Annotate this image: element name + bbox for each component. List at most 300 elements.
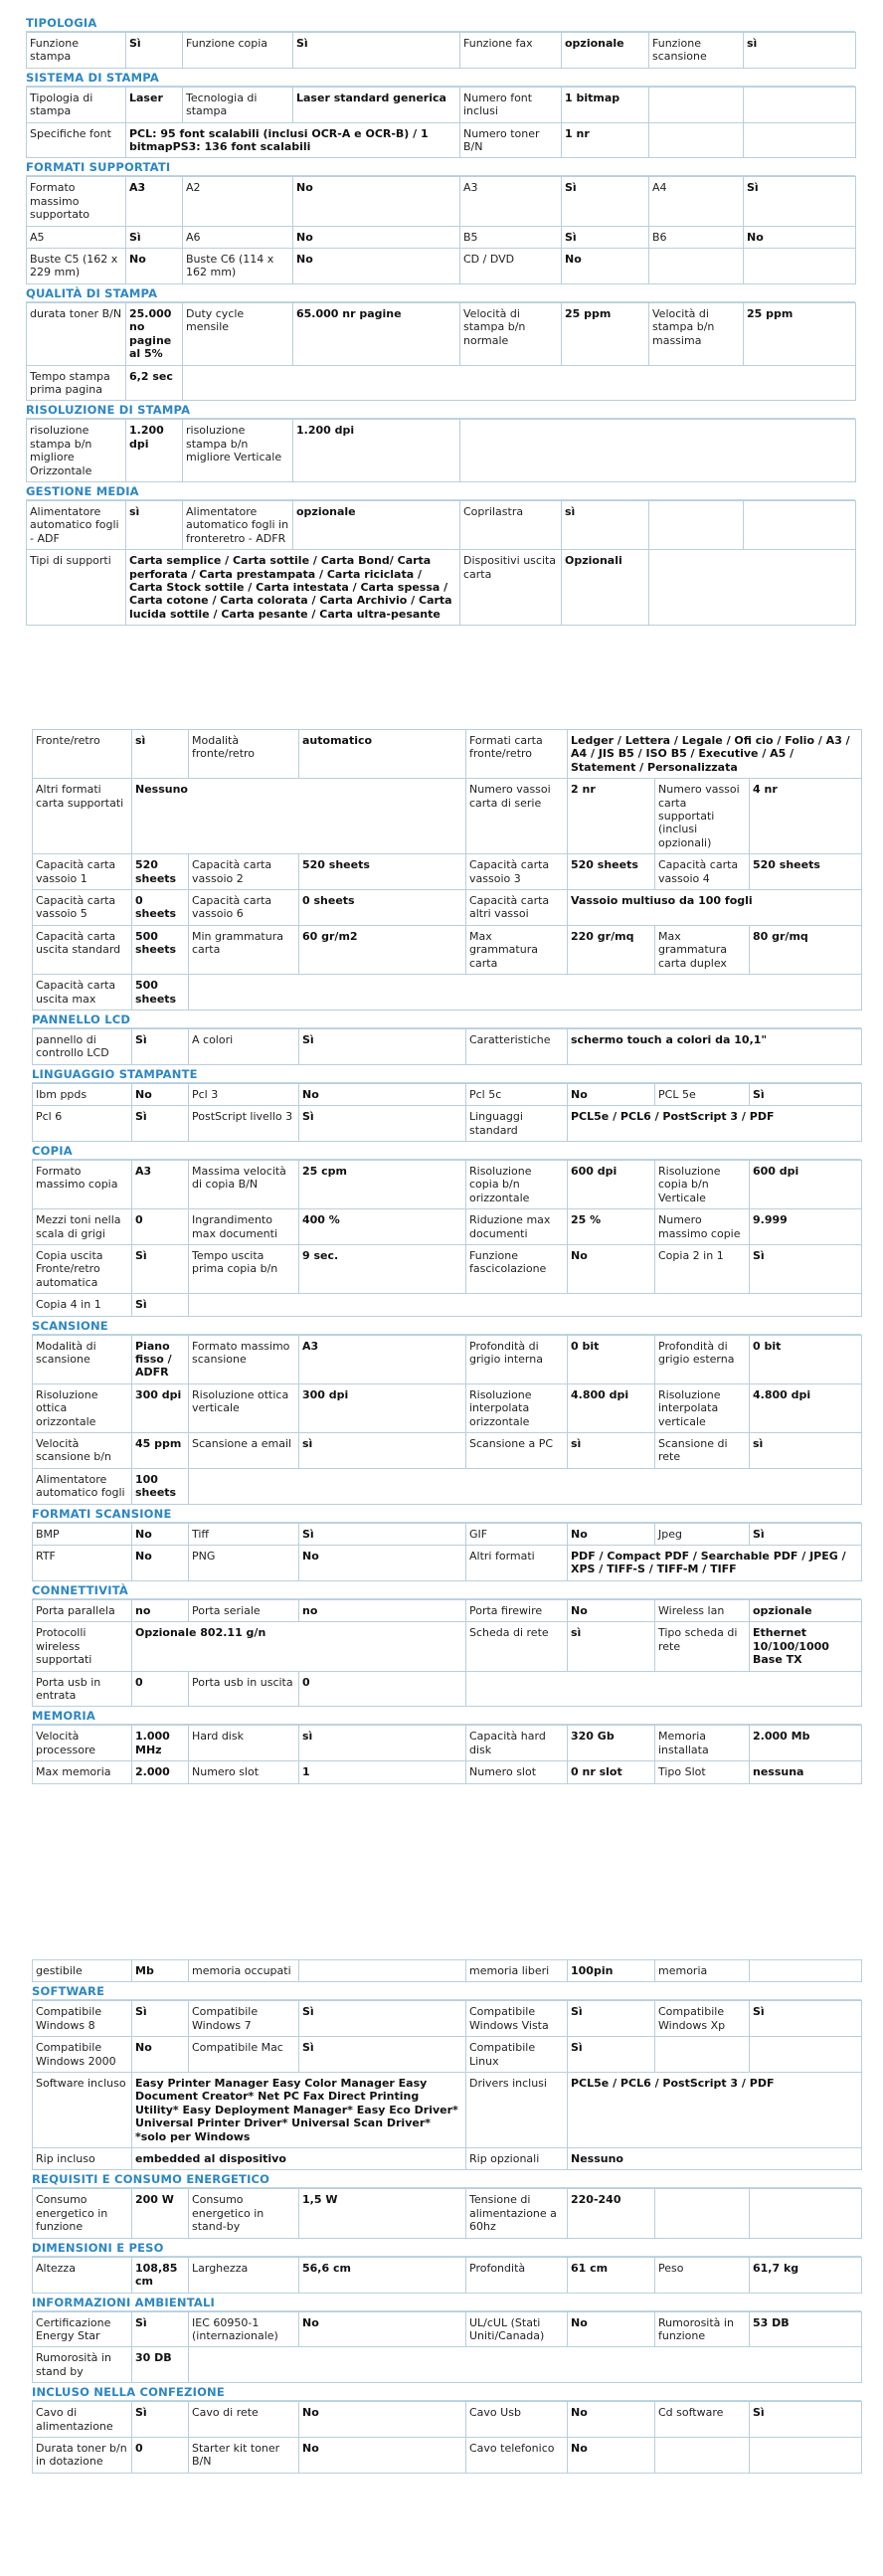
spec-value: 2.000 Mb (750, 1726, 862, 1761)
spec-label: BMP (33, 1523, 132, 1545)
spec-label: Risoluzione ottica verticale (189, 1383, 299, 1432)
spec-label (183, 365, 856, 401)
spec-value: 0 (132, 1671, 189, 1707)
section-title-risoluzione-di-stampa: RISOLUZIONE DI STAMPA (26, 401, 855, 419)
spec-label: Tempo uscita prima copia b/n (189, 1244, 299, 1293)
spec-label: Porta parallela (33, 1599, 132, 1621)
spec-value: A3 (132, 1160, 189, 1208)
spec-label: Funzione scansione (649, 33, 744, 69)
spec-label: Copia 2 in 1 (655, 1244, 750, 1293)
spec-row (33, 2189, 862, 2238)
spec-value: 25 % (568, 1209, 655, 1245)
spec-label: Rip opzionali (466, 2148, 568, 2170)
spec-value (299, 1960, 466, 1982)
section-title-memoria: MEMORIA (32, 1707, 861, 1725)
spec-label (189, 2347, 862, 2383)
spec-value: sì (568, 1433, 655, 1469)
spec-label: Compatibile Windows 7 (189, 2001, 299, 2037)
spec-table (32, 1335, 862, 1505)
spec-value: 30 DB (132, 2347, 189, 2383)
spec-value: nessuna (750, 1761, 862, 1783)
spec-label: Memoria installata (655, 1726, 750, 1761)
spec-value: Sì (562, 226, 649, 248)
spec-value: 4.800 dpi (568, 1383, 655, 1432)
spec-label: Capacità carta vassoio 4 (655, 854, 750, 890)
spec-label: Risoluzione copia b/n Verticale (655, 1160, 750, 1208)
section-title-software: SOFTWARE (32, 1982, 861, 2000)
spec-label: Funzione stampa (27, 33, 126, 69)
spec-value: Sì (299, 1106, 466, 1142)
spec-value: Sì (750, 1083, 862, 1105)
spec-table (32, 1725, 862, 1783)
spec-label: Risoluzione ottica orizzontale (33, 1383, 132, 1432)
section-title-copia: COPIA (32, 1142, 861, 1160)
section-title-formati-scansione: FORMATI SCANSIONE (32, 1505, 861, 1523)
spec-row (33, 1383, 862, 1432)
spec-value: 0 (299, 1671, 466, 1707)
spec-value: PCL: 95 font scalabili (inclusi OCR-A e OCR-B) / 1 bitmapPS3: 136 font scalabili (126, 122, 460, 158)
spec-value: opzionale (750, 1599, 862, 1621)
spec-value: 0 (132, 1209, 189, 1245)
spec-value: No (568, 1599, 655, 1621)
spec-label: Porta firewire (466, 1599, 568, 1621)
spec-value: No (568, 2402, 655, 2438)
section-title-requisiti-e-consumo-energetico: REQUISITI E CONSUMO ENERGETICO (32, 2170, 861, 2188)
spec-label: Capacità carta uscita max (33, 975, 132, 1011)
spec-label: Duty cycle mensile (183, 302, 293, 365)
spec-row (33, 1671, 862, 1707)
spec-value: Sì (568, 2001, 655, 2037)
spec-value: 80 gr/mq (750, 925, 862, 974)
spec-value: 56,6 cm (299, 2257, 466, 2293)
spec-label: Compatibile Windows 2000 (33, 2037, 132, 2073)
spec-value: 520 sheets (750, 854, 862, 890)
spec-value: Easy Printer Manager Easy Color Manager Easy Document Creator* Net PC Fax Direct Printing Utility* Easy Deployment Manager* Easy Eco Driver* Universal Printer Driver* Universal Scan Driver* *solo per Windows (132, 2073, 466, 2148)
spec-label: Consumo energetico in funzione (33, 2189, 132, 2238)
section-title-linguaggio-stampante: LINGUAGGIO STAMPANTE (32, 1065, 861, 1083)
spec-value: Sì (126, 226, 183, 248)
spec-label: UL/cUL (Stati Uniti/Canada) (466, 2311, 568, 2347)
spec-label: Altri formati (466, 1546, 568, 1581)
spec-label (649, 550, 856, 626)
spec-value: 400 % (299, 1209, 466, 1245)
spec-label: Pcl 3 (189, 1083, 299, 1105)
spec-value: 45 ppm (132, 1433, 189, 1469)
spec-label: Velocità di stampa b/n massima (649, 302, 744, 365)
spec-value: 2.000 (132, 1761, 189, 1783)
spec-label: Alimentatore automatico fogli - ADF (27, 500, 126, 549)
spec-table (32, 1959, 862, 1982)
spec-value: Sì (132, 1028, 189, 1064)
spec-row (33, 2001, 862, 2037)
spec-table (26, 302, 856, 401)
section-title-qualita-di-stampa: QUALITÀ DI STAMPA (26, 284, 855, 302)
spec-value: 108,85 cm (132, 2257, 189, 2293)
spec-label: Compatibile Windows 8 (33, 2001, 132, 2037)
spec-value: No (293, 177, 460, 226)
spec-label: Formato massimo supportato (27, 177, 126, 226)
spec-label: Risoluzione interpolata orizzontale (466, 1383, 568, 1432)
spec-label: Porta usb in uscita (189, 1671, 299, 1707)
spec-row (33, 1335, 862, 1383)
spec-table (32, 1083, 862, 1142)
spec-row (33, 2148, 862, 2170)
spec-row (33, 730, 862, 779)
spec-label: Ingrandimento max documenti (189, 1209, 299, 1245)
spec-label: A2 (183, 177, 293, 226)
spec-value (750, 1960, 862, 1982)
spec-label: Velocità processore (33, 1726, 132, 1761)
spec-value: Laser (126, 87, 183, 122)
section-title-scansione: SCANSIONE (32, 1317, 861, 1335)
spec-label: Risoluzione copia b/n orizzontale (466, 1160, 568, 1208)
spec-label: Numero slot (189, 1761, 299, 1783)
spec-value: 520 sheets (568, 854, 655, 890)
spec-label: A3 (460, 177, 562, 226)
spec-label: Porta usb in entrata (33, 1671, 132, 1707)
spec-value: 300 dpi (299, 1383, 466, 1432)
spec-label: Fronte/retro (33, 730, 132, 779)
spec-row (33, 1433, 862, 1469)
spec-label: Software incluso (33, 2073, 132, 2148)
spec-label (189, 1294, 862, 1316)
spec-label (649, 500, 744, 549)
spec-label: IEC 60950-1 (internazionale) (189, 2311, 299, 2347)
section-title-connettivita: CONNETTIVITÀ (32, 1581, 861, 1599)
spec-value: 6,2 sec (126, 365, 183, 401)
spec-value: No (568, 2437, 655, 2473)
spec-label: Numero toner B/N (460, 122, 562, 158)
spec-value: Sì (132, 2311, 189, 2347)
spec-row (27, 249, 856, 284)
spec-value: 25 ppm (562, 302, 649, 365)
spec-value (744, 249, 856, 284)
spec-value: Sì (750, 1523, 862, 1545)
spec-value: No (299, 2311, 466, 2347)
spec-value: sì (744, 33, 856, 69)
spec-value: Sì (132, 2001, 189, 2037)
spec-value: 0 bit (750, 1335, 862, 1383)
spec-label: Funzione fax (460, 33, 562, 69)
spec-row (33, 975, 862, 1011)
section-title-formati-supportati: FORMATI SUPPORTATI (26, 158, 855, 176)
spec-value: No (568, 1083, 655, 1105)
spec-value: 25 ppm (744, 302, 856, 365)
spec-label: Tipologia di stampa (27, 87, 126, 122)
spec-value: 600 dpi (750, 1160, 862, 1208)
spec-row (33, 854, 862, 890)
spec-value: PCL5e / PCL6 / PostScript 3 / PDF (568, 1106, 862, 1142)
spec-value: Vassoio multiuso da 100 fogli (568, 890, 862, 926)
spec-label (649, 122, 744, 158)
spec-label (649, 87, 744, 122)
spec-row (27, 550, 856, 626)
spec-label: A4 (649, 177, 744, 226)
spec-label: Capacità carta altri vassoi (466, 890, 568, 926)
spec-label (655, 2189, 750, 2238)
spec-value: No (299, 2437, 466, 2473)
spec-row (27, 420, 856, 482)
spec-label: Larghezza (189, 2257, 299, 2293)
spec-value: 1.200 dpi (293, 420, 460, 482)
spec-row (33, 779, 862, 854)
spec-label: Modalità di scansione (33, 1335, 132, 1383)
spec-table (32, 729, 862, 1011)
spec-label: Cavo Usb (466, 2402, 568, 2438)
spec-table (32, 1523, 862, 1581)
spec-label: Capacità carta uscita standard (33, 925, 132, 974)
spec-value: No (293, 226, 460, 248)
spec-label: memoria liberi (466, 1960, 568, 1982)
spec-value: 100 sheets (132, 1468, 189, 1504)
spec-value: A3 (126, 177, 183, 226)
spec-table (32, 2000, 862, 2170)
spec-table (32, 1599, 862, 1707)
spec-label: Tempo stampa prima pagina (27, 365, 126, 401)
spec-label: pannello di controllo LCD (33, 1028, 132, 1064)
spec-label: Rumorosità in funzione (655, 2311, 750, 2347)
spec-label: Alimentatore automatico fogli (33, 1468, 132, 1504)
spec-row (27, 365, 856, 401)
spec-value: Piano fisso / ADFR (132, 1335, 189, 1383)
spec-label: Tipo scheda di rete (655, 1622, 750, 1671)
spec-table (26, 87, 856, 159)
spec-value: No (132, 1546, 189, 1581)
section-title-dimensioni-e-peso: DIMENSIONI E PESO (32, 2239, 861, 2257)
spec-value: 53 DB (750, 2311, 862, 2347)
spec-value: 1 (299, 1761, 466, 1783)
spec-value: Sì (293, 33, 460, 69)
section-title-sistema-di-stampa: SISTEMA DI STAMPA (26, 69, 855, 87)
spec-label: memoria occupati (189, 1960, 299, 1982)
spec-value: 320 Gb (568, 1726, 655, 1761)
spec-label: Formato massimo copia (33, 1160, 132, 1208)
spec-row (33, 1294, 862, 1316)
spec-label: Mezzi toni nella scala di grigi (33, 1209, 132, 1245)
spec-value: Sì (126, 33, 183, 69)
spec-row (27, 226, 856, 248)
spec-label: Max grammatura carta duplex (655, 925, 750, 974)
spec-value: 1 nr (562, 122, 649, 158)
spec-label: Caratteristiche (466, 1028, 568, 1064)
spec-row (33, 1960, 862, 1982)
spec-label: B6 (649, 226, 744, 248)
spec-value: Sì (299, 2001, 466, 2037)
spec-value: Sì (750, 2402, 862, 2438)
spec-value: Sì (750, 2001, 862, 2037)
spec-label: Alimentatore automatico fogli in fronteretro - ADFR (183, 500, 293, 549)
spec-label: Max memoria (33, 1761, 132, 1783)
spec-value: 0 nr slot (568, 1761, 655, 1783)
spec-value: Opzionali (562, 550, 649, 626)
spec-value: Sì (750, 1244, 862, 1293)
spec-label: Tecnologia di stampa (183, 87, 293, 122)
spec-table (32, 1028, 862, 1065)
spec-label: A5 (27, 226, 126, 248)
spec-label (649, 249, 744, 284)
spec-label: gestibile (33, 1960, 132, 1982)
spec-label: Durata toner b/n in dotazione (33, 2437, 132, 2473)
spec-label: B5 (460, 226, 562, 248)
spec-value: PDF / Compact PDF / Searchable PDF / JPEG / XPS / TIFF-S / TIFF-M / TIFF (568, 1546, 862, 1581)
spec-label: memoria (655, 1960, 750, 1982)
spec-label (655, 2437, 750, 2473)
spec-label: Scansione di rete (655, 1433, 750, 1469)
spec-value: Sì (299, 2037, 466, 2073)
spec-label: Profondità (466, 2257, 568, 2293)
spec-label: Capacità carta vassoio 2 (189, 854, 299, 890)
spec-value: Laser standard generica (293, 87, 460, 122)
spec-label: Jpeg (655, 1523, 750, 1545)
spec-value: No (568, 1244, 655, 1293)
spec-label: Linguaggi standard (466, 1106, 568, 1142)
spec-value: No (132, 2037, 189, 2073)
spec-value: Sì (562, 177, 649, 226)
spec-value: 65.000 nr pagine (293, 302, 460, 365)
spec-label (189, 975, 862, 1011)
spec-value: 500 sheets (132, 975, 189, 1011)
spec-value: 220 gr/mq (568, 925, 655, 974)
spec-value: 300 dpi (132, 1383, 189, 1432)
spec-label: Tipi di supporti (27, 550, 126, 626)
spec-value: PCL5e / PCL6 / PostScript 3 / PDF (568, 2073, 862, 2148)
spec-label: Porta seriale (189, 1599, 299, 1621)
spec-row (33, 925, 862, 974)
spec-value: 220-240 (568, 2189, 655, 2238)
spec-table (26, 500, 856, 626)
spec-table (26, 419, 856, 482)
spec-label: Coprilastra (460, 500, 562, 549)
spec-label: Certificazione Energy Star (33, 2311, 132, 2347)
spec-label: Scheda di rete (466, 1622, 568, 1671)
spec-value: 0 (132, 2437, 189, 2473)
spec-row (33, 1106, 862, 1142)
spec-label: Cavo telefonico (466, 2437, 568, 2473)
spec-block-1 (26, 14, 855, 626)
spec-row (33, 1209, 862, 1245)
spec-value: Sì (132, 1106, 189, 1142)
spec-value: No (744, 226, 856, 248)
spec-label: Consumo energetico in stand-by (189, 2189, 299, 2238)
spec-row (33, 1468, 862, 1504)
spec-value: No (299, 1083, 466, 1105)
spec-value: No (132, 1523, 189, 1545)
spec-label: Massima velocità di copia B/N (189, 1160, 299, 1208)
spec-label: Numero vassoi carta di serie (466, 779, 568, 854)
spec-row (27, 302, 856, 365)
spec-value: opzionale (293, 500, 460, 549)
spec-value: 9.999 (750, 1209, 862, 1245)
spec-label: Risoluzione interpolata verticale (655, 1383, 750, 1432)
spec-row (33, 2257, 862, 2293)
spec-value: No (126, 249, 183, 284)
spec-value: Opzionale 802.11 g/n (132, 1622, 466, 1671)
spec-value: No (568, 2311, 655, 2347)
spec-label: Velocità scansione b/n (33, 1433, 132, 1469)
spec-value: sì (126, 500, 183, 549)
spec-row (27, 87, 856, 122)
spec-label: Modalità fronte/retro (189, 730, 299, 779)
spec-label: Formati carta fronte/retro (466, 730, 568, 779)
spec-label: Profondità di grigio interna (466, 1335, 568, 1383)
spec-value: 200 W (132, 2189, 189, 2238)
spec-row (33, 2437, 862, 2473)
spec-label: CD / DVD (460, 249, 562, 284)
spec-label: Rip incluso (33, 2148, 132, 2170)
spec-label: A6 (183, 226, 293, 248)
spec-value: embedded al dispositivo (132, 2148, 466, 2170)
spec-value: Carta semplice / Carta sottile / Carta Bond/ Carta perforata / Carta prestampata / Carta riciclata / Carta Stock sottile / Carta intestata / Carta spessa / Carta cotone / Carta colorata / Carta Archivio / Carta lucida sottile / Carta pesante / Carta ultra-pesante (126, 550, 460, 626)
spec-label: Tipo Slot (655, 1761, 750, 1783)
spec-label: Compatibile Windows Vista (466, 2001, 568, 2037)
spec-row (33, 1726, 862, 1761)
spec-table (32, 2311, 862, 2384)
spec-label: Buste C6 (114 x 162 mm) (183, 249, 293, 284)
spec-value: 4.800 dpi (750, 1383, 862, 1432)
spec-label: Numero slot (466, 1761, 568, 1783)
spec-value: sì (750, 1433, 862, 1469)
spec-row (27, 122, 856, 158)
spec-value: Nessuno (568, 2148, 862, 2170)
spec-row (33, 1028, 862, 1064)
spec-value: no (132, 1599, 189, 1621)
spec-value: 1.000 MHz (132, 1726, 189, 1761)
spec-label: Ibm ppds (33, 1083, 132, 1105)
spec-row (33, 2311, 862, 2347)
spec-label: Pcl 6 (33, 1106, 132, 1142)
spec-value: automatico (299, 730, 466, 779)
spec-label: Scansione a email (189, 1433, 299, 1469)
spec-value: Nessuno (132, 779, 466, 854)
spec-label: Compatibile Linux (466, 2037, 568, 2073)
spec-row (33, 2037, 862, 2073)
spec-label: Starter kit toner B/N (189, 2437, 299, 2473)
spec-block-3 (32, 1959, 861, 2474)
spec-value: No (293, 249, 460, 284)
section-title-tipologia: TIPOLOGIA (26, 14, 855, 32)
spec-label: Copia 4 in 1 (33, 1294, 132, 1316)
spec-label: Wireless lan (655, 1599, 750, 1621)
spec-value: Sì (132, 1244, 189, 1293)
spec-row (33, 890, 862, 926)
spec-value: Ethernet 10/100/1000 Base TX (750, 1622, 862, 1671)
spec-label: Scansione a PC (466, 1433, 568, 1469)
spec-label: Max grammatura carta (466, 925, 568, 974)
spec-label: Tiff (189, 1523, 299, 1545)
spec-label: Min grammatura carta (189, 925, 299, 974)
spec-label: A colori (189, 1028, 299, 1064)
spec-value: No (132, 1083, 189, 1105)
spec-label (189, 1468, 862, 1504)
spec-value (750, 2037, 862, 2073)
spec-label: Cavo di rete (189, 2402, 299, 2438)
spec-row (27, 500, 856, 549)
spec-label: risoluzione stampa b/n migliore Orizzontale (27, 420, 126, 482)
spec-value: Sì (132, 1294, 189, 1316)
spec-label: Capacità carta vassoio 5 (33, 890, 132, 926)
spec-value: 520 sheets (132, 854, 189, 890)
spec-label (466, 1671, 862, 1707)
spec-value: no (299, 1599, 466, 1621)
spec-value: Sì (568, 2037, 655, 2073)
spec-value (744, 87, 856, 122)
spec-table (26, 176, 856, 283)
spec-label: Funzione copia (183, 33, 293, 69)
spec-value: 100pin (568, 1960, 655, 1982)
spec-label: Protocolli wireless supportati (33, 1622, 132, 1671)
spec-value: 4 nr (750, 779, 862, 854)
spec-row (33, 1599, 862, 1621)
